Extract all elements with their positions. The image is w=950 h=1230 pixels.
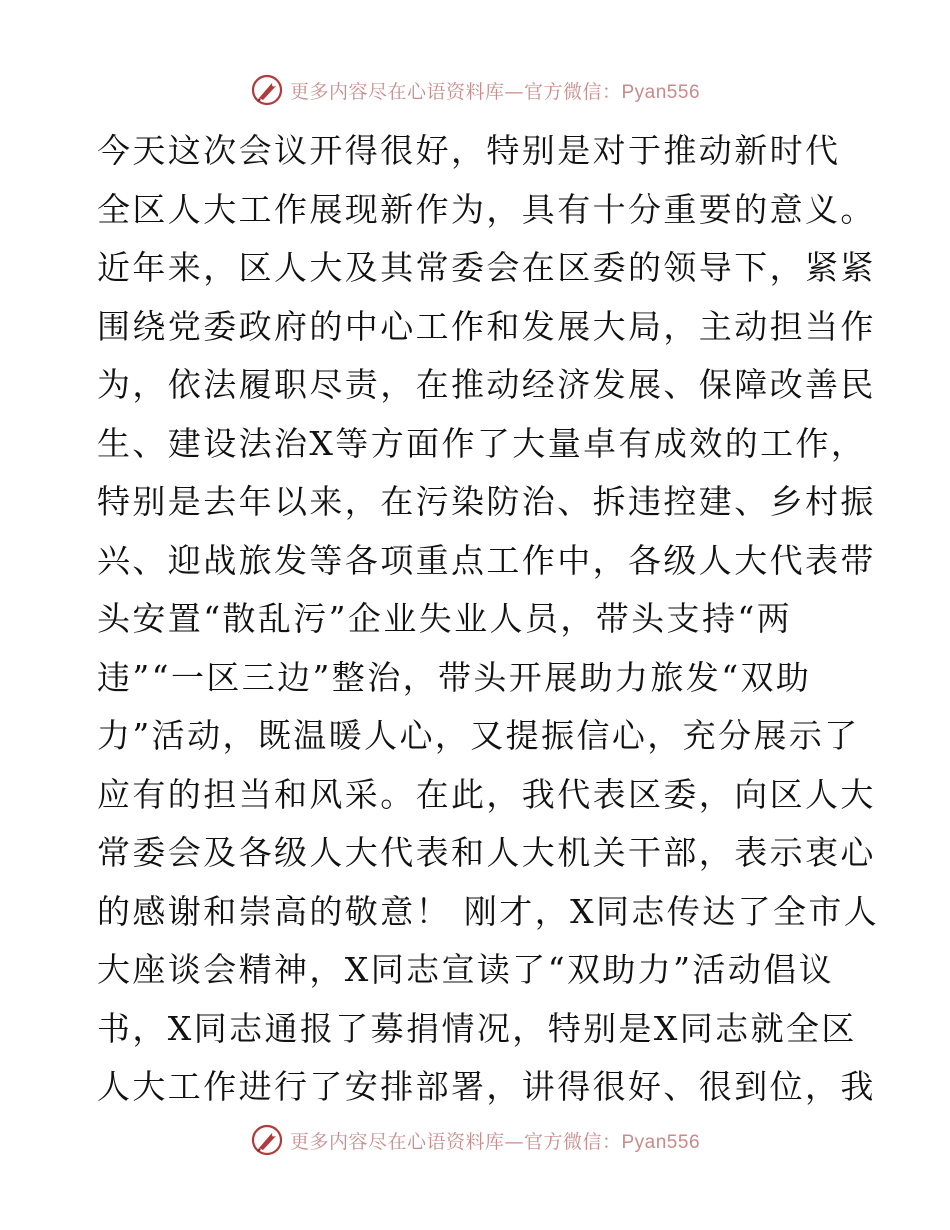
footer-banner-text xyxy=(290,1127,700,1154)
footer-banner-separator: — xyxy=(504,1130,524,1153)
body-line: 近年来，区人大及其常委会在区委的领导下，紧紧 xyxy=(97,248,876,287)
header-banner-title: 更多内容尽在心语资料库 xyxy=(289,80,505,103)
pen-logo-icon xyxy=(250,73,284,107)
body-line: 为，依法履职尽责，在推动经济发展、保障改善民 xyxy=(97,365,876,404)
body-line: 围绕党委政府的中心工作和发展大局，主动担当作 xyxy=(97,306,876,346)
body-line: 生、建设法治X等方面作了大量卓有成效的工作， xyxy=(97,423,867,463)
body-line: 应有的担当和风采。在此，我代表区委，向区人大 xyxy=(97,774,876,814)
body-line: 人大工作进行了安排部署，讲得很好、很到位，我 xyxy=(97,1067,876,1106)
body-line: 的感谢和崇高的敬意！ 刚才，X同志传达了全市人 xyxy=(97,891,880,931)
body-line: 违”“一区三边”整治，带头开展助力旅发“双助 xyxy=(97,657,812,697)
header-banner-text xyxy=(290,77,700,104)
header-banner-wechat: 官方微信：Pyan556 xyxy=(524,81,701,103)
body-line: 常委会及各级人大代表和人大机关干部，表示衷心 xyxy=(97,833,876,872)
body-line: 兴、迎战旅发等各项重点工作中，各级人大代表带 xyxy=(97,540,876,580)
footer-banner-wechat: 官方微信：Pyan556 xyxy=(524,1131,701,1153)
body-line: 今天这次会议开得很好，特别是对于推动新时代 xyxy=(97,131,841,170)
footer-banner xyxy=(0,1120,950,1160)
document-body xyxy=(97,122,880,1117)
pen-logo-icon xyxy=(250,1123,284,1157)
footer-banner-title: 更多内容尽在心语资料库 xyxy=(289,1130,505,1153)
body-line: 头安置“散乱污”企业失业人员，带头支持“两 xyxy=(97,599,793,638)
body-line: 力”活动，既温暖人心，又提振信心，充分展示了 xyxy=(97,716,860,755)
body-line: 书，X同志通报了募捐情况，特别是X同志就全区 xyxy=(97,1008,857,1048)
body-line: 大座谈会精神，X同志宣读了“双助力”活动倡议 xyxy=(97,950,835,989)
header-banner xyxy=(0,70,950,110)
body-line: 全区人大工作展现新作为，具有十分重要的意义。 xyxy=(97,189,876,229)
body-line: 特别是去年以来，在污染防治、拆违控建、乡村振 xyxy=(97,482,876,521)
header-banner-separator: — xyxy=(504,80,524,103)
